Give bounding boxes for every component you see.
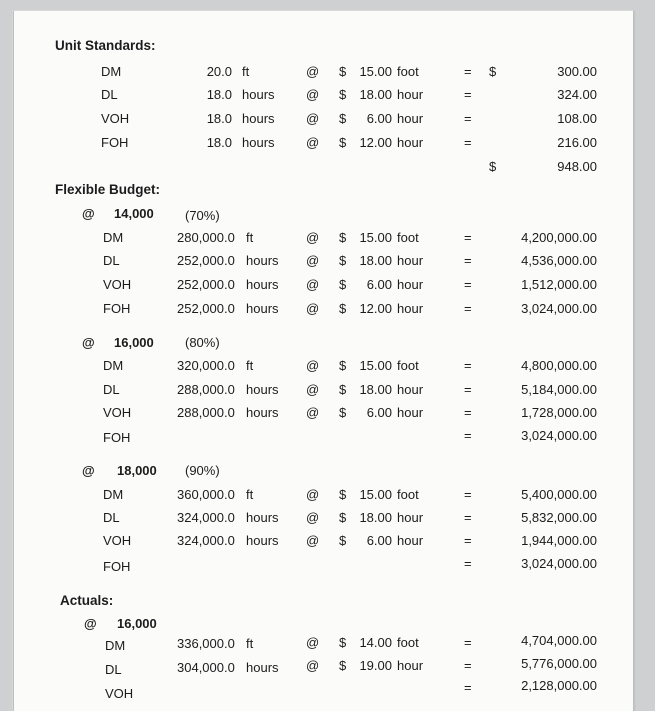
- fb2-dm-unit: ft: [246, 358, 254, 373]
- fb2-dm-dollar-sign: $: [339, 358, 347, 373]
- fb2-dm-qty: 320,000.0: [177, 358, 235, 373]
- fb3-voh-total: 1,944,000.00: [521, 533, 597, 548]
- us-dm-total: 300.00: [557, 64, 597, 79]
- fb1-voh-eq: =: [464, 277, 472, 292]
- fb2-foh-eq: =: [464, 428, 472, 443]
- act-dl-label: DL: [105, 662, 122, 677]
- us-dm-dollar-sign: $: [339, 64, 347, 79]
- fb3-voh-rate: 6.00: [366, 533, 392, 548]
- us-dm-total-dollar: $: [489, 64, 497, 79]
- us-voh-rate: 6.00: [366, 111, 392, 126]
- fb1-at: @: [82, 206, 95, 221]
- fb3-dl-qty: 324,000.0: [177, 510, 235, 525]
- fb2-dl-unit: hours: [246, 382, 279, 397]
- actuals-title: Actuals:: [60, 593, 114, 608]
- worksheet: [12, 10, 633, 711]
- fb3-foh-eq: =: [464, 556, 472, 571]
- us-dl-per: hour: [397, 87, 424, 102]
- fb1-dl-qty: 252,000.0: [177, 253, 235, 268]
- act-voh-eq: =: [464, 680, 472, 695]
- act-dm-label: DM: [105, 638, 126, 653]
- act-dl-rate: 19.00: [359, 658, 392, 673]
- fb1-foh-qty: 252,000.0: [177, 301, 235, 316]
- act-dm-eq: =: [464, 635, 472, 650]
- fb1-dm-unit: ft: [246, 230, 254, 245]
- fb2-dl-total: 5,184,000.00: [521, 382, 597, 397]
- fb3-dl-eq: =: [464, 510, 472, 525]
- fb1-dm-dollar-sign: $: [339, 230, 347, 245]
- fb3-volume: 18,000: [117, 463, 157, 478]
- us-foh-qty: 18.0: [206, 135, 232, 150]
- fb3-dl-rate: 18.00: [359, 510, 392, 525]
- fb3-voh-eq: =: [464, 533, 472, 548]
- us-dm-unit: ft: [242, 64, 250, 79]
- fb3-voh-qty: 324,000.0: [177, 533, 235, 548]
- fb1-foh-unit: hours: [246, 301, 279, 316]
- fb2-dm-label: DM: [103, 358, 124, 373]
- fb1-pct: (70%): [185, 208, 220, 223]
- us-voh-label: VOH: [101, 111, 130, 126]
- fb3-dm-total: 5,400,000.00: [521, 487, 597, 502]
- fb3-dm-dollar-sign: $: [339, 487, 347, 502]
- us-foh-eq: =: [464, 135, 472, 150]
- us-foh-total: 216.00: [557, 135, 597, 150]
- act-dl-at: @: [306, 658, 320, 673]
- fb3-dm-label: DM: [103, 487, 124, 502]
- act-dm-dollar-sign: $: [339, 635, 347, 650]
- fb1-dl-unit: hours: [246, 253, 279, 268]
- act-dm-qty: 336,000.0: [177, 636, 235, 651]
- fb2-voh-qty: 288,000.0: [177, 405, 235, 420]
- fb3-pct: (90%): [185, 463, 220, 478]
- us-voh-per: hour: [397, 111, 424, 126]
- fb1-foh-eq: =: [464, 301, 472, 316]
- us-dm-rate: 15.00: [359, 64, 392, 79]
- us-voh-unit: hours: [242, 111, 275, 126]
- fb3-dm-qty: 360,000.0: [177, 487, 235, 502]
- fb2-pct: (80%): [185, 335, 220, 350]
- us-foh-unit: hours: [242, 135, 275, 150]
- fb1-voh-unit: hours: [246, 277, 279, 292]
- us-foh-dollar-sign: $: [339, 135, 347, 150]
- fb2-dm-total: 4,800,000.00: [521, 358, 597, 373]
- us-voh-total: 108.00: [557, 111, 597, 126]
- fb1-dl-at: @: [306, 253, 320, 268]
- fb1-voh-at: @: [306, 277, 320, 292]
- fb2-dl-rate: 18.00: [359, 382, 392, 397]
- act-dm-total: 4,704,000.00: [521, 633, 597, 648]
- us-dm-at: @: [306, 64, 320, 79]
- us-dl-unit: hours: [242, 87, 275, 102]
- act-dm-per: foot: [397, 635, 419, 650]
- fb1-voh-total: 1,512,000.00: [521, 277, 597, 292]
- us-dl-label: DL: [101, 87, 118, 102]
- fb1-voh-rate: 6.00: [366, 277, 392, 292]
- us-voh-eq: =: [464, 111, 472, 126]
- fb2-voh-rate: 6.00: [366, 405, 392, 420]
- fb1-voh-per: hour: [397, 277, 424, 292]
- fb3-dm-eq: =: [464, 487, 472, 502]
- fb3-dm-unit: ft: [246, 487, 254, 502]
- us-voh-at: @: [306, 111, 320, 126]
- fb2-at: @: [82, 335, 95, 350]
- fb2-foh-label: FOH: [103, 430, 131, 445]
- act-dl-per: hour: [397, 658, 424, 673]
- fb2-dl-dollar-sign: $: [339, 382, 347, 397]
- fb1-dm-label: DM: [103, 230, 124, 245]
- fb3-dl-dollar-sign: $: [339, 510, 347, 525]
- fb1-dm-per: foot: [397, 230, 419, 245]
- fb1-dl-total: 4,536,000.00: [521, 253, 597, 268]
- us-dm-per: foot: [397, 64, 419, 79]
- act-dl-dollar-sign: $: [339, 658, 347, 673]
- act-dm-unit: ft: [246, 636, 254, 651]
- fb1-dl-rate: 18.00: [359, 253, 392, 268]
- fb1-foh-at: @: [306, 301, 320, 316]
- fb3-voh-unit: hours: [246, 533, 279, 548]
- fb2-dl-per: hour: [397, 382, 424, 397]
- us-voh-dollar-sign: $: [339, 111, 347, 126]
- fb2-foh-total: 3,024,000.00: [521, 428, 597, 443]
- fb3-foh-label: FOH: [103, 559, 131, 574]
- fb2-dm-at: @: [306, 358, 320, 373]
- fb1-dm-qty: 280,000.0: [177, 230, 235, 245]
- us-dl-total: 324.00: [557, 87, 597, 102]
- fb3-dl-total: 5,832,000.00: [521, 510, 597, 525]
- fb1-dl-eq: =: [464, 253, 472, 268]
- us-foh-rate: 12.00: [359, 135, 392, 150]
- fb1-dl-dollar-sign: $: [339, 253, 347, 268]
- fb1-dm-total: 4,200,000.00: [521, 230, 597, 245]
- us-grand-total-dollar: $: [489, 159, 497, 174]
- fb1-dm-at: @: [306, 230, 320, 245]
- fb1-voh-qty: 252,000.0: [177, 277, 235, 292]
- act-dm-rate: 14.00: [359, 635, 392, 650]
- fb2-voh-eq: =: [464, 405, 472, 420]
- act-voh-label: VOH: [105, 686, 134, 701]
- us-dl-qty: 18.0: [206, 87, 232, 102]
- fb1-dm-eq: =: [464, 230, 472, 245]
- act-at: @: [84, 616, 97, 631]
- us-dl-eq: =: [464, 87, 472, 102]
- fb2-voh-total: 1,728,000.00: [521, 405, 597, 420]
- fb3-dm-at: @: [306, 487, 320, 502]
- us-grand-total: 948.00: [557, 159, 597, 174]
- fb1-dl-per: hour: [397, 253, 424, 268]
- us-dl-dollar-sign: $: [339, 87, 347, 102]
- act-dl-qty: 304,000.0: [177, 660, 235, 675]
- fb2-dm-rate: 15.00: [359, 358, 392, 373]
- fb1-foh-rate: 12.00: [359, 301, 392, 316]
- fb3-dl-unit: hours: [246, 510, 279, 525]
- fb2-dm-eq: =: [464, 358, 472, 373]
- fb2-dl-eq: =: [464, 382, 472, 397]
- us-dm-eq: =: [464, 64, 472, 79]
- fb3-dl-at: @: [306, 510, 320, 525]
- fb3-voh-label: VOH: [103, 533, 132, 548]
- fb1-foh-total: 3,024,000.00: [521, 301, 597, 316]
- act-dl-unit: hours: [246, 660, 279, 675]
- us-foh-per: hour: [397, 135, 424, 150]
- fb1-foh-dollar-sign: $: [339, 301, 347, 316]
- us-voh-qty: 18.0: [206, 111, 232, 126]
- us-dm-qty: 20.0: [206, 64, 232, 79]
- fb3-voh-at: @: [306, 533, 320, 548]
- fb1-dl-label: DL: [103, 253, 120, 268]
- fb1-foh-label: FOH: [103, 301, 131, 316]
- us-foh-label: FOH: [101, 135, 129, 150]
- act-voh-total: 2,128,000.00: [521, 678, 597, 693]
- us-foh-at: @: [306, 135, 320, 150]
- us-dl-at: @: [306, 87, 320, 102]
- flexible-budget-title: Flexible Budget:: [55, 182, 161, 197]
- us-dl-rate: 18.00: [359, 87, 392, 102]
- fb2-dl-label: DL: [103, 382, 120, 397]
- fb3-dm-per: foot: [397, 487, 419, 502]
- fb1-dm-rate: 15.00: [359, 230, 392, 245]
- fb2-voh-at: @: [306, 405, 320, 420]
- fb3-dl-per: hour: [397, 510, 424, 525]
- unit-standards-title: Unit Standards:: [55, 38, 156, 53]
- fb2-voh-dollar-sign: $: [339, 405, 347, 420]
- fb2-dl-qty: 288,000.0: [177, 382, 235, 397]
- fb3-foh-total: 3,024,000.00: [521, 556, 597, 571]
- fb3-voh-dollar-sign: $: [339, 533, 347, 548]
- act-volume: 16,000: [117, 616, 157, 631]
- act-dm-at: @: [306, 635, 320, 650]
- fb1-voh-label: VOH: [103, 277, 132, 292]
- fb3-dm-rate: 15.00: [359, 487, 392, 502]
- fb2-volume: 16,000: [114, 335, 154, 350]
- fb3-dl-label: DL: [103, 510, 120, 525]
- fb2-dm-per: foot: [397, 358, 419, 373]
- fb2-dl-at: @: [306, 382, 320, 397]
- fb1-foh-per: hour: [397, 301, 424, 316]
- act-dl-total: 5,776,000.00: [521, 656, 597, 671]
- fb1-volume: 14,000: [114, 206, 154, 221]
- us-dm-label: DM: [101, 64, 122, 79]
- fb3-at: @: [82, 463, 95, 478]
- fb2-voh-label: VOH: [103, 405, 132, 420]
- fb2-voh-unit: hours: [246, 405, 279, 420]
- fb1-voh-dollar-sign: $: [339, 277, 347, 292]
- fb3-voh-per: hour: [397, 533, 424, 548]
- act-dl-eq: =: [464, 658, 472, 673]
- fb2-voh-per: hour: [397, 405, 424, 420]
